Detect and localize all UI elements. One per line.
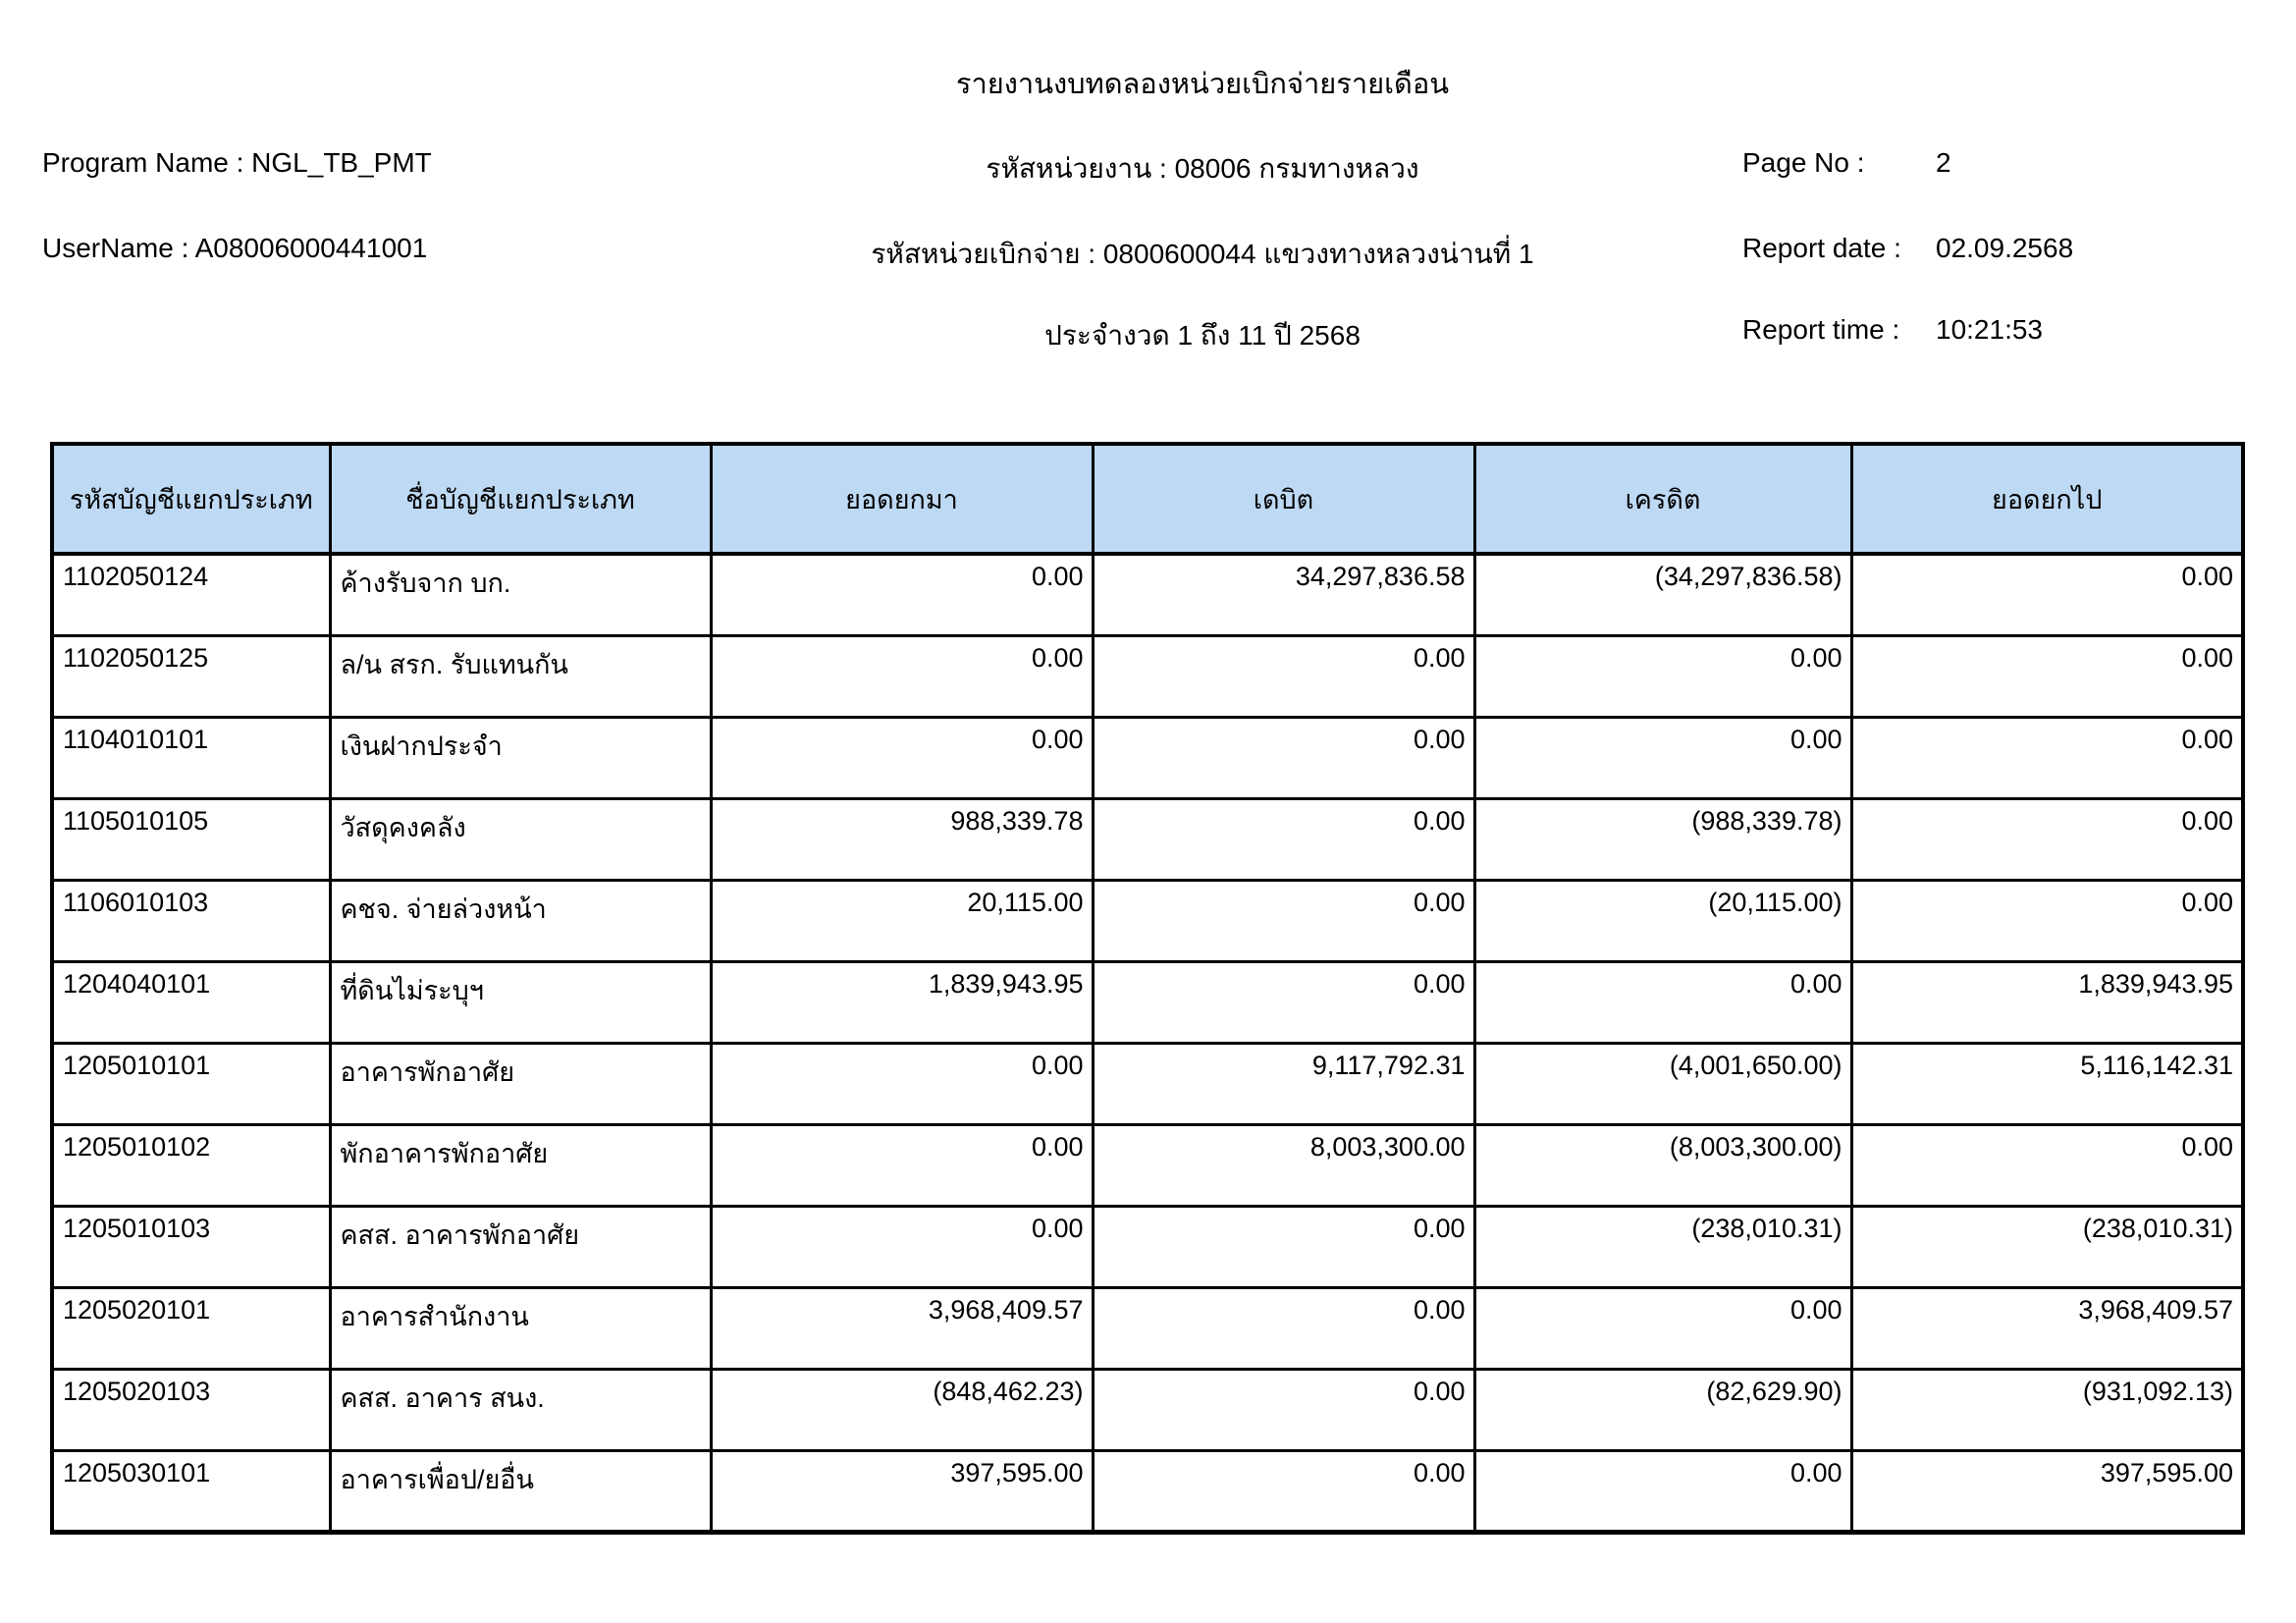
account-code-cell: 1102050124 — [52, 554, 330, 635]
column-header-account-code: รหัสบัญชีแยกประเภท — [52, 444, 330, 554]
credit-cell: 0.00 — [1474, 717, 1851, 798]
debit-cell: 9,117,792.31 — [1093, 1043, 1474, 1124]
table-row — [52, 880, 2243, 961]
credit-cell: (34,297,836.58) — [1474, 554, 1851, 635]
debit-cell: 34,297,836.58 — [1093, 554, 1474, 635]
opening-balance-cell: 0.00 — [711, 1124, 1093, 1206]
column-header-credit: เครดิต — [1474, 444, 1851, 554]
credit-cell: (4,001,650.00) — [1474, 1043, 1851, 1124]
opening-balance-cell: (848,462.23) — [711, 1369, 1093, 1450]
opening-balance-cell: 1,839,943.95 — [711, 961, 1093, 1043]
report-date-value: 02.09.2568 — [1936, 233, 2074, 263]
column-header-account-name: ชื่อบัญชีแยกประเภท — [330, 444, 711, 554]
account-name-cell: วัสดุคงคลัง — [330, 798, 711, 880]
account-name-cell: อาคารสำนักงาน — [330, 1287, 711, 1369]
report-time-label: Report time : — [1742, 314, 1900, 345]
account-code-cell: 1205020103 — [52, 1369, 330, 1450]
account-name-cell: ค้างรับจาก บก. — [330, 554, 711, 635]
account-name-cell: คสส. อาคารพักอาศัย — [330, 1206, 711, 1287]
account-name-cell: คสส. อาคาร สนง. — [330, 1369, 711, 1450]
debit-cell: 0.00 — [1093, 635, 1474, 717]
account-name-cell: เงินฝากประจำ — [330, 717, 711, 798]
credit-cell: 0.00 — [1474, 1450, 1851, 1532]
account-name-cell: ที่ดินไม่ระบุฯ — [330, 961, 711, 1043]
program-name-line — [42, 147, 432, 179]
table-header-row — [52, 444, 2243, 554]
table-row — [52, 717, 2243, 798]
closing-balance-cell: 0.00 — [1851, 798, 2243, 880]
closing-balance-cell: (238,010.31) — [1851, 1206, 2243, 1287]
table-row — [52, 1124, 2243, 1206]
username-value: A08006000441001 — [194, 233, 428, 263]
credit-cell: (988,339.78) — [1474, 798, 1851, 880]
username-line — [42, 233, 427, 264]
account-code-cell: 1104010101 — [52, 717, 330, 798]
closing-balance-cell: 0.00 — [1851, 717, 2243, 798]
opening-balance-cell: 0.00 — [711, 635, 1093, 717]
account-code-cell: 1205010103 — [52, 1206, 330, 1287]
account-code-cell: 1205010101 — [52, 1043, 330, 1124]
account-code-cell: 1105010105 — [52, 798, 330, 880]
credit-cell: 0.00 — [1474, 635, 1851, 717]
debit-cell: 0.00 — [1093, 961, 1474, 1043]
account-name-cell: อาคารเพื่อป/ยอื่น — [330, 1450, 711, 1532]
opening-balance-cell: 0.00 — [711, 554, 1093, 635]
closing-balance-cell: (931,092.13) — [1851, 1369, 2243, 1450]
debit-cell: 0.00 — [1093, 1206, 1474, 1287]
account-code-cell: 1102050125 — [52, 635, 330, 717]
account-table-body — [52, 554, 2243, 1532]
table-row — [52, 1287, 2243, 1369]
table-row — [52, 1206, 2243, 1287]
report-time-value: 10:21:53 — [1936, 314, 2043, 345]
trial-balance-table — [50, 442, 2245, 1535]
debit-cell: 0.00 — [1093, 880, 1474, 961]
closing-balance-cell: 397,595.00 — [1851, 1450, 2243, 1532]
program-name-label: Program Name : — [42, 147, 252, 178]
credit-cell: 0.00 — [1474, 961, 1851, 1043]
debit-cell: 0.00 — [1093, 1450, 1474, 1532]
closing-balance-cell: 0.00 — [1851, 635, 2243, 717]
credit-cell: (82,629.90) — [1474, 1369, 1851, 1450]
debit-cell: 0.00 — [1093, 1369, 1474, 1450]
debit-cell: 0.00 — [1093, 1287, 1474, 1369]
table-row — [52, 1450, 2243, 1532]
table-row — [52, 1043, 2243, 1124]
username-label: UserName : — [42, 233, 195, 263]
credit-cell: (20,115.00) — [1474, 880, 1851, 961]
table-row — [52, 1369, 2243, 1450]
account-code-cell: 1205010102 — [52, 1124, 330, 1206]
program-name-value: NGL_TB_PMT — [251, 147, 432, 178]
debit-cell: 0.00 — [1093, 798, 1474, 880]
account-name-cell: อาคารพักอาศัย — [330, 1043, 711, 1124]
table-row — [52, 554, 2243, 635]
table-row — [52, 961, 2243, 1043]
closing-balance-cell: 0.00 — [1851, 880, 2243, 961]
debit-cell: 8,003,300.00 — [1093, 1124, 1474, 1206]
report-date-label: Report date : — [1742, 233, 1901, 263]
opening-balance-cell: 988,339.78 — [711, 798, 1093, 880]
closing-balance-cell: 0.00 — [1851, 1124, 2243, 1206]
debit-cell: 0.00 — [1093, 717, 1474, 798]
account-code-cell: 1205020101 — [52, 1287, 330, 1369]
account-name-cell: ล/น สรก. รับแทนกัน — [330, 635, 711, 717]
period-line: ประจำงวด 1 ถึง 11 ปี 2568 — [1044, 320, 1361, 351]
closing-balance-cell: 3,968,409.57 — [1851, 1287, 2243, 1369]
table-row — [52, 635, 2243, 717]
column-header-closing-balance: ยอดยกไป — [1851, 444, 2243, 554]
column-header-debit: เดบิต — [1093, 444, 1474, 554]
column-header-opening-balance: ยอดยกมา — [711, 444, 1093, 554]
closing-balance-cell: 5,116,142.31 — [1851, 1043, 2243, 1124]
credit-cell: (238,010.31) — [1474, 1206, 1851, 1287]
opening-balance-cell: 3,968,409.57 — [711, 1287, 1093, 1369]
disburse-unit-line: รหัสหน่วยเบิกจ่าย : 0800600044 แขวงทางหลวงน่านที่ 1 — [871, 239, 1534, 269]
opening-balance-cell: 0.00 — [711, 1043, 1093, 1124]
credit-cell: 0.00 — [1474, 1287, 1851, 1369]
report-title: รายงานงบทดลองหน่วยเบิกจ่ายรายเดือน — [955, 69, 1450, 100]
page-no-label: Page No : — [1742, 147, 1865, 178]
closing-balance-cell: 0.00 — [1851, 554, 2243, 635]
table-row — [52, 798, 2243, 880]
opening-balance-cell: 0.00 — [711, 717, 1093, 798]
opening-balance-cell: 0.00 — [711, 1206, 1093, 1287]
page-no-value: 2 — [1936, 147, 1951, 178]
closing-balance-cell: 1,839,943.95 — [1851, 961, 2243, 1043]
credit-cell: (8,003,300.00) — [1474, 1124, 1851, 1206]
account-code-cell: 1205030101 — [52, 1450, 330, 1532]
opening-balance-cell: 20,115.00 — [711, 880, 1093, 961]
opening-balance-cell: 397,595.00 — [711, 1450, 1093, 1532]
account-name-cell: คชจ. จ่ายล่วงหน้า — [330, 880, 711, 961]
account-name-cell: พักอาคารพักอาศัย — [330, 1124, 711, 1206]
account-code-cell: 1204040101 — [52, 961, 330, 1043]
account-code-cell: 1106010103 — [52, 880, 330, 961]
org-unit-line: รหัสหน่วยงาน : 08006 กรมทางหลวง — [986, 153, 1419, 184]
